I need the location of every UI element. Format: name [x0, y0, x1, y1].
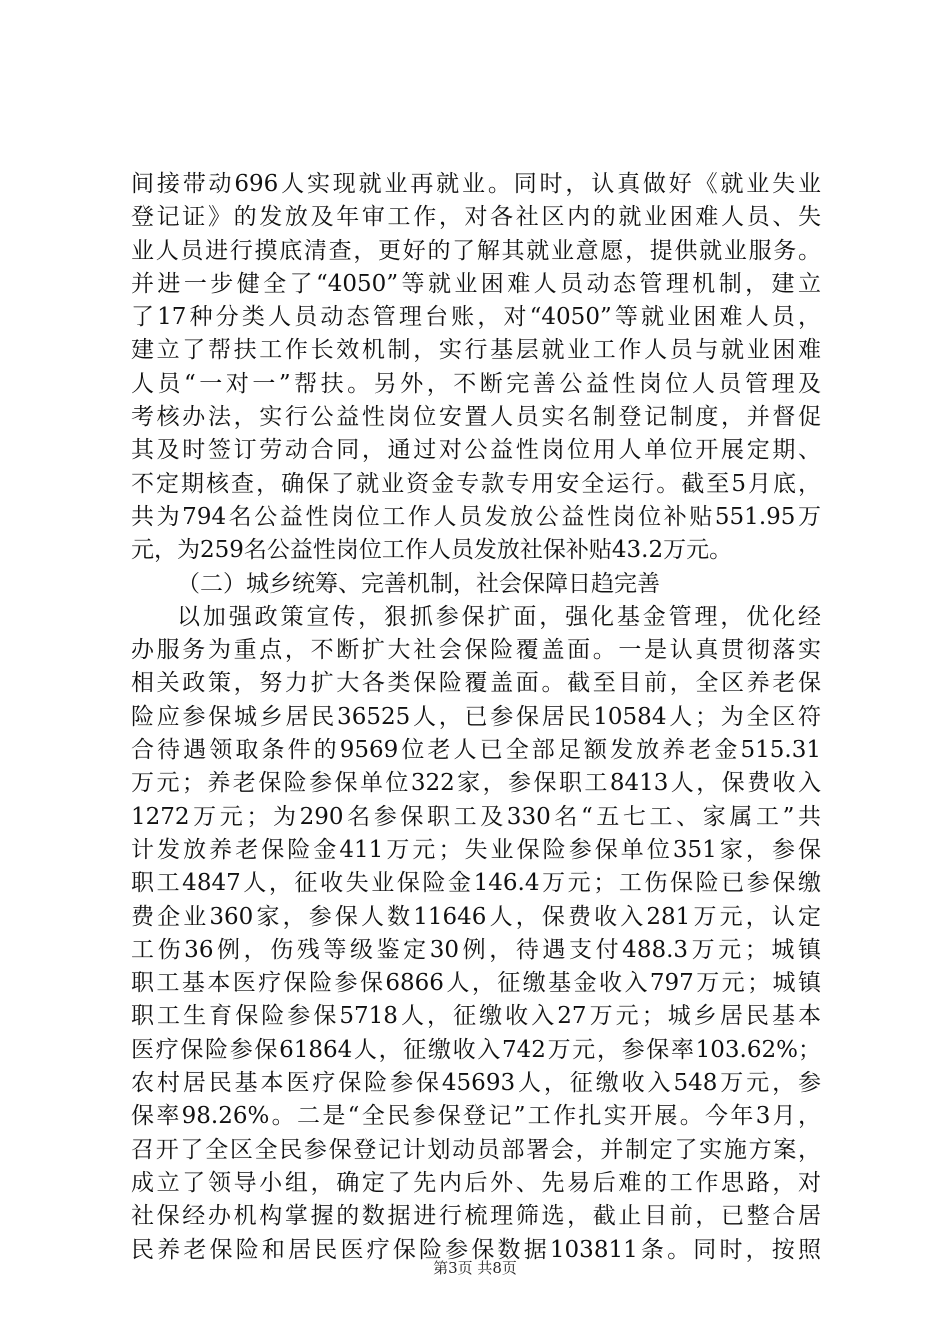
text-line: 元，为259名公益性岗位工作人员发放社保补贴43.2万元。: [131, 537, 733, 564]
text-line: 建立了帮扶工作长效机制，实行基层就业工作人员与就业困难: [131, 337, 821, 364]
text-line: 民养老保险和居民医疗保险参保数据103811条。同时，按照: [131, 1236, 821, 1263]
text-line: 农村居民基本医疗保险参保45693人，征缴收入548万元，参: [131, 1070, 821, 1097]
text-line: 人员“一对一”帮扶。另外，不断完善公益性岗位人员管理及: [131, 370, 821, 397]
text-line: 1272万元；为290名参保职工及330名“五七工、家属工”共: [131, 803, 821, 830]
text-line: 成立了领导小组，确定了先内后外、先易后难的工作思路，对: [131, 1169, 821, 1196]
text-line: 职工4847人，征收失业保险金146.4万元；工伤保险已参保缴: [131, 870, 821, 897]
text-line: 工伤36例，伤残等级鉴定30例，待遇支付488.3万元；城镇: [131, 936, 821, 963]
page-number-label: 第3页 共8页: [433, 1259, 517, 1277]
text-line: 职工基本医疗保险参保6866人，征缴基金收入797万元；城镇: [131, 970, 821, 997]
text-line: 并进一步健全了“4050”等就业困难人员动态管理机制，建立: [131, 270, 821, 297]
text-line: 了17种分类人员动态管理台账，对“4050”等就业困难人员，: [131, 304, 821, 331]
text-line: 社保经办机构掌握的数据进行梳理筛选，截止目前，已整合居: [131, 1203, 821, 1230]
text-line: 计发放养老保险金411万元；失业保险参保单位351家，参保: [131, 836, 821, 863]
text-line: 合待遇领取条件的9569位老人已全部足额发放养老金515.31: [131, 737, 821, 764]
page-footer: [0, 1257, 950, 1278]
body-text: [131, 168, 821, 1267]
text-line: 共为794名公益性岗位工作人员发放公益性岗位补贴551.95万: [131, 503, 821, 530]
text-line: 登记证》的发放及年审工作，对各社区内的就业困难人员、失: [131, 204, 821, 231]
text-line: 职工生育保险参保5718人，征缴收入27万元；城乡居民基本: [131, 1003, 821, 1030]
text-line: 险应参保城乡居民36525人，已参保居民10584人；为全区符: [131, 703, 821, 730]
text-line: 其及时签订劳动合同，通过对公益性岗位用人单位开展定期、: [131, 437, 821, 464]
text-line: 以加强政策宣传，狠抓参保扩面，强化基金管理，优化经: [177, 603, 821, 630]
section-heading: （二）城乡统筹、完善机制，社会保障日趋完善: [177, 570, 660, 597]
text-line: 医疗保险参保61864人，征缴收入742万元，参保率103.62%；: [131, 1036, 821, 1063]
text-line: 考核办法，实行公益性岗位安置人员实名制登记制度，并督促: [131, 404, 821, 431]
text-line: 万元；养老保险参保单位322家，参保职工8413人，保费收入: [131, 770, 821, 797]
text-line: 间接带动696人实现就业再就业。同时，认真做好《就业失业: [131, 171, 821, 197]
text-line: 召开了全区全民参保登记计划动员部署会，并制定了实施方案，: [131, 1136, 821, 1163]
text-line: 保率98.26%。二是“全民参保登记”工作扎实开展。今年3月，: [131, 1103, 821, 1130]
text-line: 办服务为重点，不断扩大社会保险覆盖面。一是认真贯彻落实: [131, 637, 821, 664]
text-line: 费企业360家，参保人数11646人，保费收入281万元，认定: [131, 903, 821, 930]
text-line: 相关政策，努力扩大各类保险覆盖面。截至目前，全区养老保: [131, 670, 821, 697]
text-line: 业人员进行摸底清查，更好的了解其就业意愿，提供就业服务。: [131, 237, 821, 264]
text-line: 不定期核查，确保了就业资金专款专用安全运行。截至5月底，: [131, 470, 821, 497]
